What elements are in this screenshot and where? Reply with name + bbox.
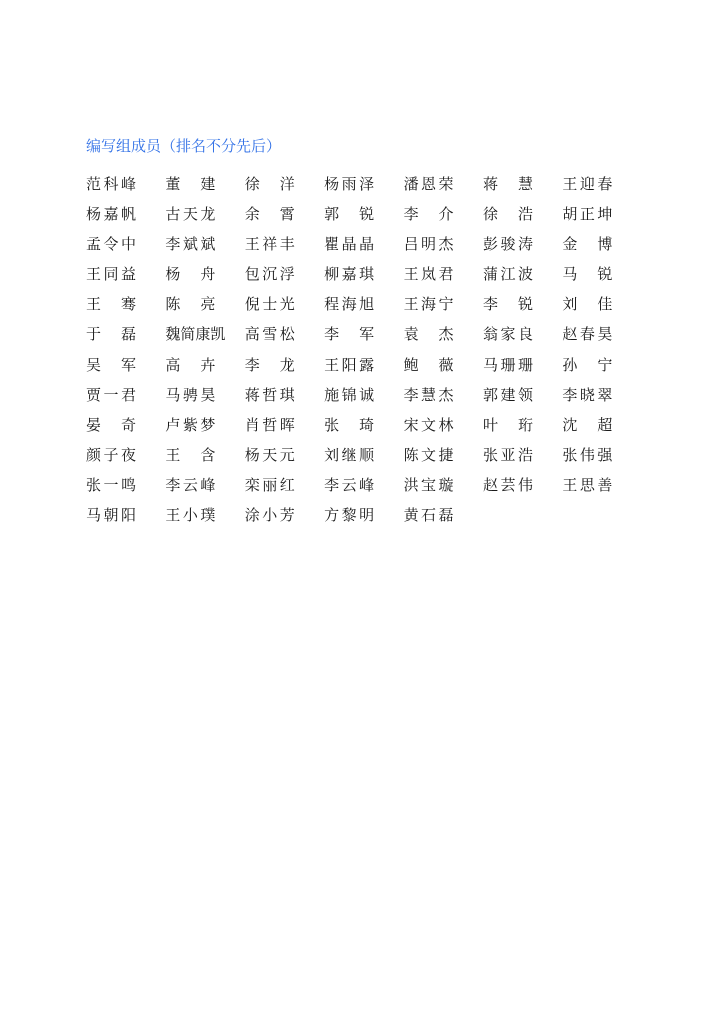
member-name: 王思善 — [562, 475, 613, 494]
member-name: 陈文捷 — [403, 445, 454, 464]
member-name: 柳嘉琪 — [324, 265, 375, 284]
member-name: 施锦诚 — [324, 385, 375, 404]
member-name: 方黎明 — [324, 506, 375, 525]
member-name: 郭建领 — [482, 385, 533, 404]
member-name: 肖哲晖 — [244, 415, 295, 434]
member-name: 杨嘉帆 — [86, 205, 136, 224]
member-name: 黄石磊 — [403, 506, 454, 525]
member-name: 叶 珩 — [482, 415, 533, 434]
member-name: 李晓翠 — [562, 385, 613, 404]
member-name: 张一鸣 — [86, 475, 136, 494]
member-name: 杨天元 — [244, 445, 295, 464]
member-name: 翁家良 — [482, 325, 533, 344]
member-name: 沈 超 — [562, 415, 613, 434]
member-name: 高雪松 — [244, 325, 295, 344]
member-name: 孙 宁 — [562, 355, 613, 374]
member-name: 栾丽红 — [244, 475, 295, 494]
member-name: 王迎春 — [562, 175, 613, 193]
member-name: 袁 杰 — [403, 325, 454, 344]
member-name: 李 锐 — [482, 295, 533, 314]
member-name: 胡正坤 — [562, 205, 613, 224]
member-name: 王海宁 — [403, 295, 454, 314]
member-name: 余 霄 — [244, 205, 295, 224]
member-name: 王 含 — [165, 445, 216, 464]
member-name: 蒲江波 — [482, 265, 533, 284]
member-name: 王岚君 — [403, 265, 454, 284]
member-name: 李云峰 — [324, 475, 375, 494]
section-title: 编写组成员（排名不分先后） — [86, 137, 282, 155]
member-name: 王同益 — [86, 265, 136, 284]
member-name: 王阳露 — [324, 355, 375, 374]
member-name: 王小璞 — [165, 506, 216, 525]
member-names-grid — [86, 174, 642, 535]
member-name: 蒋哲琪 — [244, 385, 295, 404]
member-name: 蒋 慧 — [482, 175, 533, 193]
member-name: 贾一君 — [86, 385, 136, 404]
member-name: 董 建 — [165, 175, 216, 193]
member-name: 李斌斌 — [165, 235, 216, 254]
member-name: 孟令中 — [86, 235, 136, 254]
member-name: 程海旭 — [324, 295, 375, 314]
member-name: 马朝阳 — [86, 506, 136, 525]
member-name: 张亚浩 — [482, 445, 533, 464]
member-name: 卢紫梦 — [165, 415, 216, 434]
member-name: 徐 洋 — [244, 175, 295, 193]
member-name: 刘 佳 — [562, 295, 613, 314]
member-name: 李慧杰 — [403, 385, 454, 404]
member-name: 宋文林 — [403, 415, 454, 434]
member-name: 李云峰 — [165, 475, 216, 494]
member-name: 陈 亮 — [165, 295, 216, 314]
member-name: 赵芸伟 — [482, 475, 533, 494]
member-name: 魏简康凯 — [165, 325, 226, 344]
member-name: 李 龙 — [244, 355, 295, 374]
member-name: 潘恩荣 — [403, 175, 454, 193]
member-name: 高 卉 — [165, 355, 216, 374]
member-name: 涂小芳 — [244, 506, 295, 525]
member-name: 马骋昊 — [165, 385, 216, 404]
member-name: 王祥丰 — [244, 235, 295, 254]
member-name: 范科峰 — [86, 175, 136, 193]
member-name: 李 军 — [324, 325, 375, 344]
member-name: 洪宝璇 — [403, 475, 454, 494]
member-name: 瞿晶晶 — [324, 235, 375, 254]
member-name: 包沉浮 — [244, 265, 295, 284]
member-name: 鲍 薇 — [403, 355, 454, 374]
member-name: 吴 军 — [86, 355, 136, 374]
member-name: 古天龙 — [165, 205, 216, 224]
member-name: 刘继顺 — [324, 445, 375, 464]
member-name: 张 琦 — [324, 415, 375, 434]
member-name: 郭 锐 — [324, 205, 375, 224]
member-name: 于 磊 — [86, 325, 136, 344]
member-name: 李 介 — [403, 205, 454, 224]
member-name: 杨雨泽 — [324, 175, 375, 193]
member-name: 吕明杰 — [403, 235, 454, 254]
member-name: 马珊珊 — [482, 355, 533, 374]
member-name: 彭骏涛 — [482, 235, 533, 254]
member-name: 王 骞 — [86, 295, 136, 314]
member-name: 金 博 — [562, 235, 613, 254]
member-name: 倪士光 — [244, 295, 295, 314]
member-name: 赵春昊 — [562, 325, 613, 344]
member-name: 张伟强 — [562, 445, 613, 464]
member-name: 杨 舟 — [165, 265, 216, 284]
member-name: 徐 浩 — [482, 205, 533, 224]
member-name: 马 锐 — [562, 265, 613, 284]
member-name: 晏 奇 — [86, 415, 136, 434]
member-name: 颜子夜 — [86, 445, 136, 464]
